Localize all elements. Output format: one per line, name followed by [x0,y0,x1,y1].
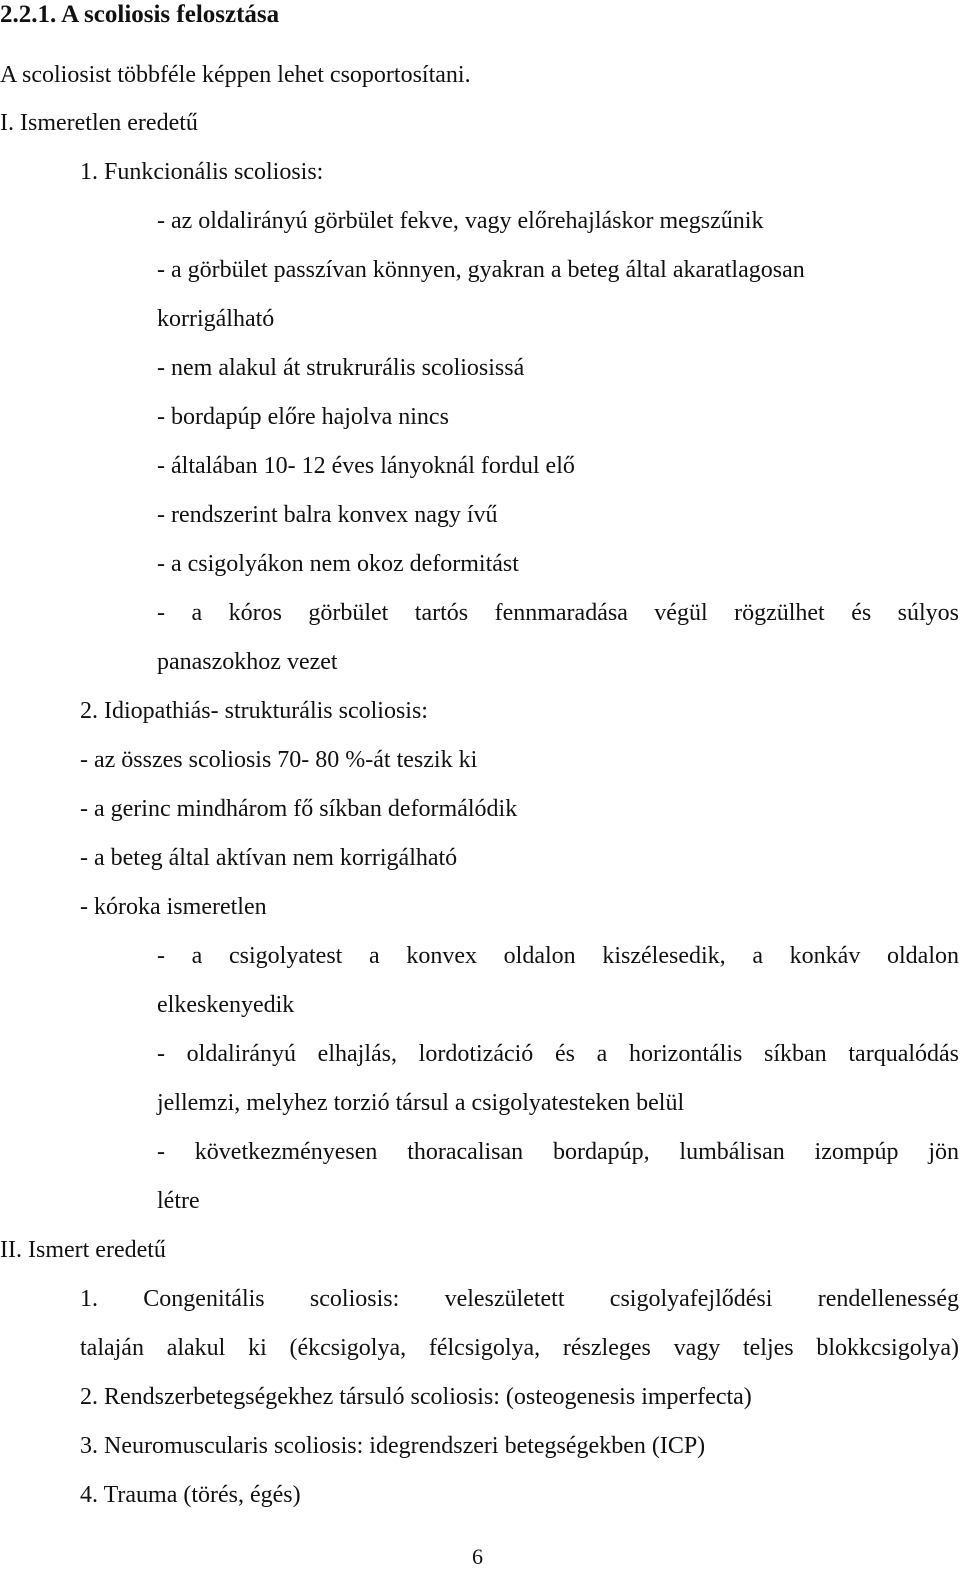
group-title-known-origin: II. Ismert eredetű [0,1237,166,1263]
item-title-functional: 1. Funkcionális scoliosis: [80,159,324,185]
list-item: - a kóros görbület tartós fennmaradása végül rögzülhet és súlyos [157,600,959,626]
list-item: - a gerinc mindhárom fő síkban deformálódik [80,796,518,822]
intro-paragraph: A scoliosist többféle képpen lehet csoportosítani. [0,62,471,88]
list-item: - általában 10- 12 éves lányoknál fordul elő [157,453,575,479]
list-item: - a beteg által aktívan nem korrigálható [80,845,458,871]
list-item: 1. Congenitális scoliosis: veleszületett csigolyafejlődési rendellenesség [80,1286,959,1312]
list-item: 3. Neuromuscularis scoliosis: idegrendszeri betegségekben (ICP) [80,1433,706,1459]
list-item-continuation: talaján alakul ki (ékcsigolya, félcsigolya, részleges vagy teljes blokkcsigolya) [80,1335,959,1361]
list-item: - az oldalirányú görbület fekve, vagy előrehajláskor megszűnik [157,208,764,234]
section-heading: 2.2.1. A scoliosis felosztása [0,1,280,28]
list-item: 2. Rendszerbetegségekhez társuló scoliosis: (osteogenesis imperfecta) [80,1384,752,1410]
sub-list-item: - a csigolyatest a konvex oldalon kiszélesedik, a konkáv oldalon [157,943,959,969]
page-number: 6 [472,1544,483,1569]
list-item: - a görbület passzívan könnyen, gyakran a beteg által akaratlagosan [157,257,805,283]
list-item: - kóroka ismeretlen [80,894,267,920]
sub-list-item-continuation: elkeskenyedik [157,992,295,1018]
list-item: - bordapúp előre hajolva nincs [157,404,449,430]
sub-list-item-continuation: létre [157,1188,200,1214]
list-item: - az összes scoliosis 70- 80 %-át teszik ki [80,747,478,773]
list-item-continuation: korrigálható [157,306,275,332]
sub-list-item-continuation: jellemzi, melyhez torzió társul a csigolyatesteken belül [157,1090,685,1116]
list-item: 4. Trauma (törés, égés) [80,1482,301,1508]
item-title-idiopathic: 2. Idiopathiás- strukturális scoliosis: [80,698,428,724]
list-item: - rendszerint balra konvex nagy ívű [157,502,498,528]
list-item: - a csigolyákon nem okoz deformitást [157,551,519,577]
group-title-unknown-origin: I. Ismeretlen eredetű [0,110,198,136]
sub-list-item: - következményesen thoracalisan bordapúp, lumbálisan izompúp jön [157,1139,959,1165]
list-item: - nem alakul át strukrurális scoliosissá [157,355,525,381]
sub-list-item: - oldalirányú elhajlás, lordotizáció és a horizontális síkban tarqualódás [157,1041,959,1067]
list-item-continuation: panaszokhoz vezet [157,649,338,675]
